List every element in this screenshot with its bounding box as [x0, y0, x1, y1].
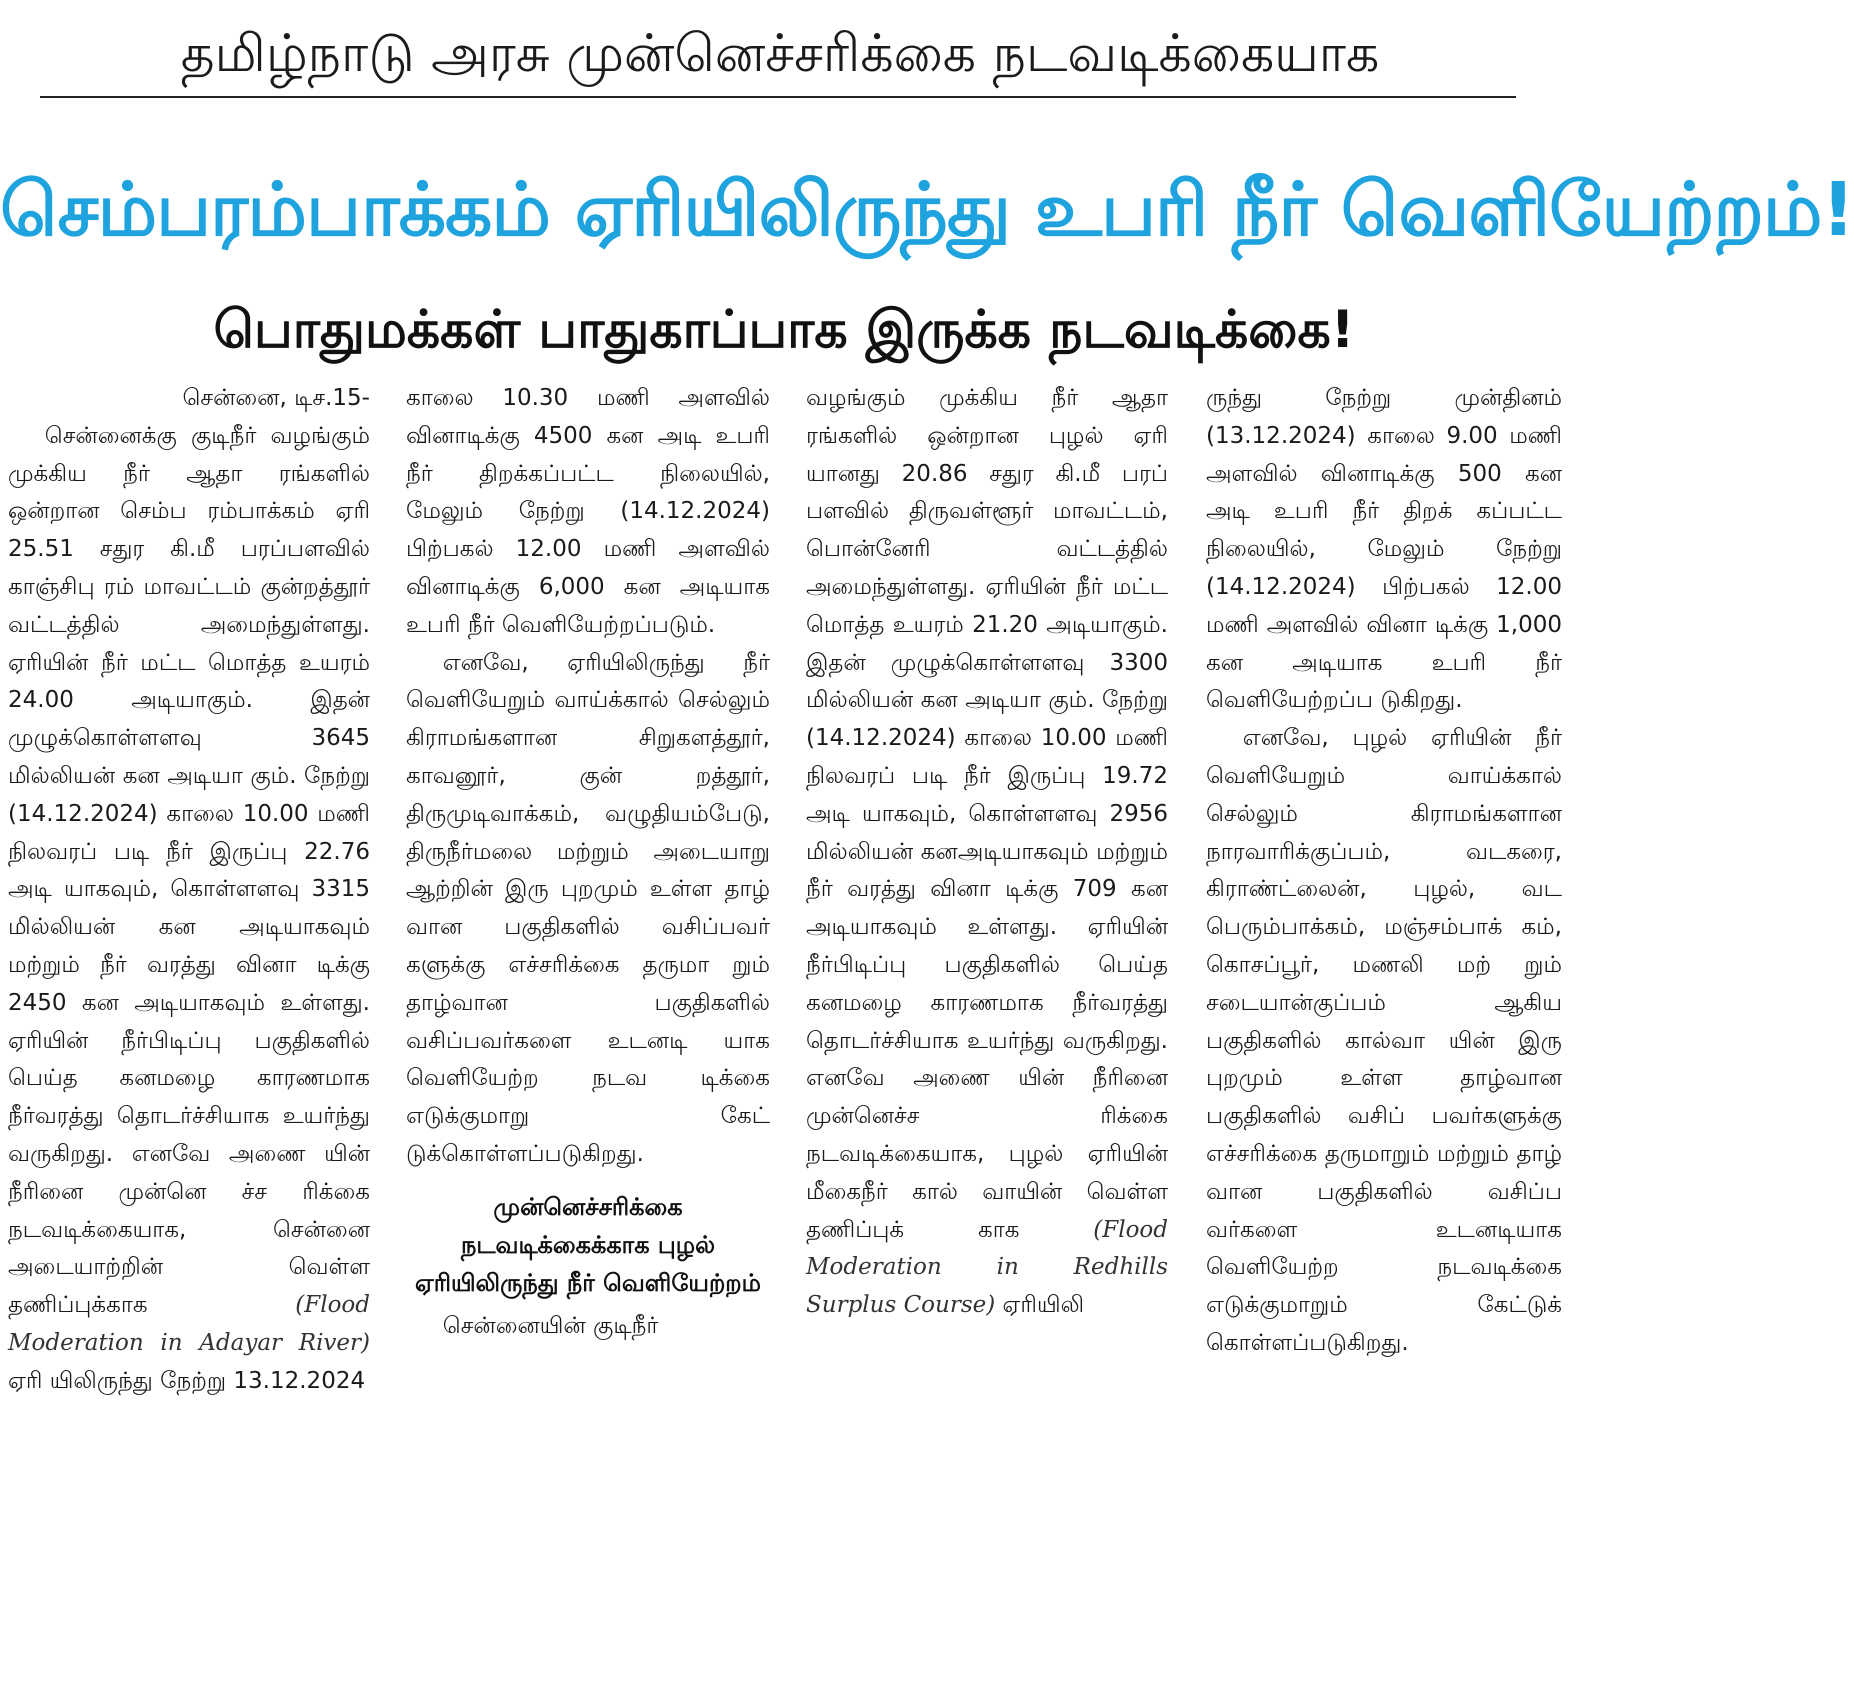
col4-paragraph-2: எனவே, புழல் ஏரியின் நீர் வெளியேறும் வாய்க்கால் செல்லும் கிராமங்களான நாரவாரிக்குப்பம், வடகரை, கிராண்ட்லைன், புழல், வட பெரும்பாக்கம், மஞ்சம்பாக் கம், கொசப்பூர், மணலி மற் றும் சடையான்குப்பம் ஆகிய பகுதிகளில் கால்வா யின் இரு புறமும் உள்ள தாழ்வான பகுதிகளில் வசிப் பவர்களுக்கு எச்சரிக்கை தருமாறும் மற்றும் தாழ் வான பகுதிகளில் வசிப்ப வர்களை உடனடியாக வெளியேற்ற நடவடிக்கை எடுக்குமாறும் கேட்டுக் கொள்ளப்படுகிறது. [1206, 725, 1562, 1356]
col3-english-phrase: (Flood Moderation in Redhills Surplus Course) [806, 1216, 1169, 1319]
col4-paragraph-1: ருந்து நேற்று முன்தினம் (13.12.2024) காலை 9.00 மணி அளவில் வினாடிக்கு 500 கன அடி உபரி நீர் திறக் கப்பட்ட நிலையில், மேலும் நேற்று (14.12.2024) பிற்பகல் 12.00 மணி அளவில் வினா டிக்கு 1,000 கன அடியாக உபரி நீர் வெளியேற்றப்ப டுகிறது. [1206, 385, 1562, 714]
article-column-2 [406, 380, 770, 1480]
article-column-1 [8, 380, 370, 1480]
col1-paragraph [8, 418, 370, 1401]
col2-paragraph-2: எனவே, ஏரியிலிருந்து நீர் வெளியேறும் வாய்க்கால் செல்லும் கிராமங்களான சிறுகளத்தூர், காவனூர், குன் றத்தூர், திருமுடிவாக்கம், வழுதியம்பேடு, திருநீர்மலை மற்றும் அடையாறு ஆற்றின் இரு புறமும் உள்ள தாழ் வான பகுதிகளில் வசிப்பவர் களுக்கு எச்சரிக்கை தருமா றும் தாழ்வான பகுதிகளில் வசிப்பவர்களை உடனடி யாக வெளியேற்ற நடவ டிக்கை எடுக்குமாறு கேட் டுக்கொள்ளப்படுகிறது. [406, 649, 770, 1167]
col3-paragraph [806, 380, 1168, 1325]
col3-text-end: ஏரியிலி [1002, 1292, 1085, 1319]
col1-text-start: சென்னைக்கு குடிநீர் வழங்கும் முக்கிய நீர் ஆதா ரங்களில் ஒன்றான செம்ப ரம்பாக்கம் ஏரி 25.51 சதுர கி.மீ பரப்பளவில் காஞ்சிபு ரம் மாவட்டம் குன்றத்தூர் வட்டத்தில் அமைந்துள்ளது. ஏரியின் நீர் மட்ட மொத்த உயரம் 24.00 அடியாகும். இதன் முழுக்கொள்ளளவு 3645 மில்லியன் கன அடியா கும். நேற்று (14.12.2024) காலை 10.00 மணி நிலவரப் படி நீர் இருப்பு 22.76 அடி யாகவும், கொள்ளளவு 3315 மில்லியன் கன அடியாகவும் மற்றும் நீர் வரத்து வினா டிக்கு 2450 கன அடியாகவும் உள்ளது. ஏரியின் நீர்பிடிப்பு பகுதிகளில் பெய்த கனமழை காரணமாக நீர்வரத்து தொடர்ச்சியாக உயர்ந்து வருகிறது. எனவே அணை யின் நீரினை முன்னெ ச்ச ரிக்கை நடவடிக்கையாக, சென்னை அடையாற்றின் வெள்ள தணிப்புக்காக [8, 422, 370, 1319]
article-column-3 [806, 380, 1168, 1480]
kicker-headline: தமிழ்நாடு அரசு முன்னெச்சரிக்கை நடவடிக்கையாக [180, 24, 1380, 84]
col1-text-end: ஏரி யிலிருந்து நேற்று 13.12.2024 [8, 1367, 366, 1394]
col2-paragraph-3: சென்னையின் குடிநீர் [442, 1312, 659, 1339]
header-rule [40, 96, 1516, 98]
col1-english-phrase: (Flood Moderation in Adayar River) [8, 1292, 370, 1356]
sub-headline: பொதுமக்கள் பாதுகாப்பாக இருக்க நடவடிக்கை! [213, 300, 1355, 360]
article-column-4 [1206, 380, 1562, 1480]
dateline: சென்னை, டிச.15- [182, 385, 370, 411]
main-headline: செம்பரம்பாக்கம் ஏரியிலிருந்து உபரி நீர் வெளியேற்றம்! [0, 167, 1854, 253]
section-subheading: முன்னெச்சரிக்கை நடவடிக்கைக்காக புழல் ஏரியிலிருந்து நீர் வெளியேற்றம் [415, 1192, 761, 1297]
col3-text-start: வழங்கும் முக்கிய நீர் ஆதா ரங்களில் ஒன்றான புழல் ஏரி யானது 20.86 சதுர கி.மீ பரப் பளவில் திருவள்ளூர் மாவட்டம், பொன்னேரி வட்டத்தில் அமைந்துள்ளது. ஏரியின் நீர் மட்ட மொத்த உயரம் 21.20 அடியாகும். இதன் முழுக்கொள்ளளவு 3300 மில்லியன் கன அடியா கும். நேற்று (14.12.2024) காலை 10.00 மணி நிலவரப் படி நீர் இருப்பு 19.72 அடி யாகவும், கொள்ளளவு 2956 மில்லியன் கனஅடியாகவும் மற்றும் நீர் வரத்து வினா டிக்கு 709 கன அடியாகவும் உள்ளது. ஏரியின் நீர்பிடிப்பு பகுதிகளில் பெய்த கனமழை காரணமாக நீர்வரத்து தொடர்ச்சியாக உயர்ந்து வருகிறது. எனவே அணை யின் நீரினை முன்னெச்ச ரிக்கை நடவடிக்கையாக, புழல் ஏரியின் மீகைநீர் கால் வாயின் வெள்ள தணிப்புக் காக [806, 385, 1168, 1243]
col2-paragraph-1: காலை 10.30 மணி அளவில் வினாடிக்கு 4500 கன அடி உபரி நீர் திறக்கப்பட்ட நிலையில், மேலும் நேற்று (14.12.2024) பிற்பகல் 12.00 மணி அளவில் வினாடிக்கு 6,000 கன அடியாக உபரி நீர் வெளியேற்றப்படும். [406, 385, 770, 638]
